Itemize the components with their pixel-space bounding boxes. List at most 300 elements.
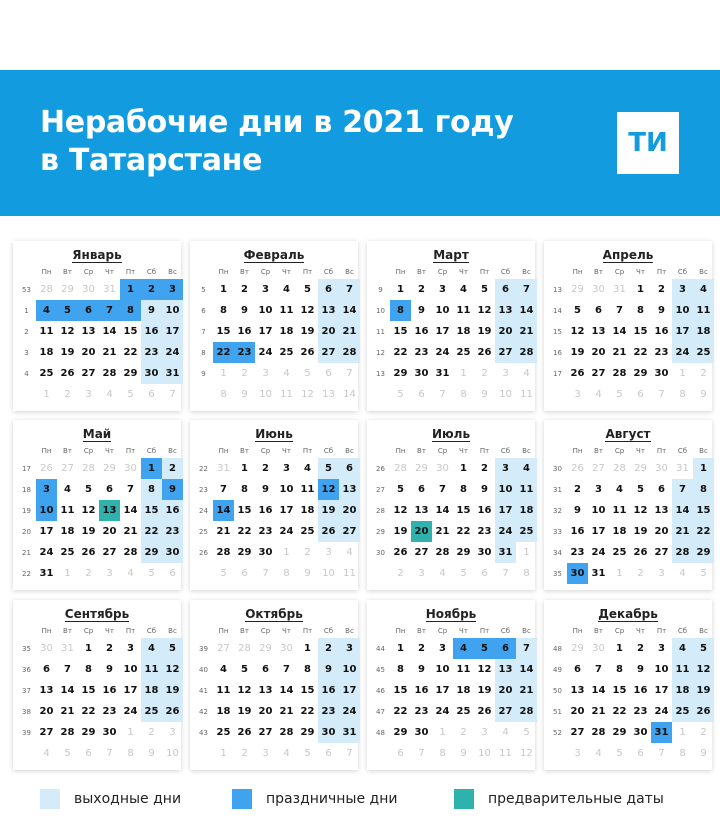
weekday-name: Вт [594,627,603,635]
week-number: 21 [22,548,31,557]
weekday-name: Чт [636,268,645,276]
day-cell: 9 [304,568,311,579]
day-cell: 21 [435,526,450,537]
week-number: 39 [199,644,208,653]
weekday-name: Чт [105,268,114,276]
day-cell: 24 [258,347,273,358]
week-number: 40 [199,665,208,674]
day-cell: 22 [213,342,234,363]
day-cell: 7 [106,748,113,759]
day-cell: 3 [481,727,488,738]
day-cell: 29 [141,542,162,563]
day-cell: 2 [304,547,311,558]
week-row [17,279,183,300]
week-row [371,300,537,321]
day-cell: 12 [693,659,714,680]
week-row [371,638,537,659]
week-number: 17 [22,464,31,473]
day-cell: 18 [39,347,54,358]
day-cell: 6 [262,664,269,675]
day-cell: 13 [591,326,606,337]
day-cell: 15 [216,326,231,337]
day-cell: 8 [85,664,92,675]
day-cell: 19 [60,347,75,358]
day-cell: 1 [304,643,311,654]
day-cell: 2 [162,458,183,479]
day-cell: 24 [435,347,450,358]
week-number: 17 [553,369,562,378]
day-cell: 11 [499,748,512,759]
day-cell: 24 [591,547,606,558]
week-row [194,701,360,722]
week-row [194,521,360,542]
day-cell: 27 [81,368,96,379]
weekday-header [17,444,183,458]
day-cell: 7 [127,484,134,495]
day-cell: 6 [169,568,176,579]
day-cell: 28 [613,463,626,474]
weekday-name: Чт [282,627,291,635]
day-cell: 23 [477,526,492,537]
day-cell: 1 [439,727,446,738]
day-cell: 15 [456,505,471,516]
week-number: 3 [24,348,29,357]
day-cell: 29 [634,463,647,474]
day-cell: 30 [654,368,669,379]
day-cell: 2 [241,368,248,379]
day-cell: 1 [141,458,162,479]
day-cell: 28 [40,284,53,295]
day-cell: 2 [418,643,425,654]
day-cell: 14 [516,659,537,680]
day-cell: 30 [592,284,605,295]
day-cell: 2 [85,568,92,579]
day-cell: 25 [612,547,627,558]
day-cell: 24 [435,706,450,717]
weekday-name: Вт [240,447,249,455]
weekday-name: Ср [260,627,271,635]
day-cell: 8 [241,484,248,495]
day-cell: 7 [220,484,227,495]
weekday-name: Ср [260,447,271,455]
day-cell: 15 [393,685,408,696]
day-cell: 18 [60,526,75,537]
day-cell: 29 [393,368,408,379]
week-row [371,701,537,722]
legend-item-preliminary [454,788,664,810]
day-cell: 13 [495,300,516,321]
month-name: Апрель [602,248,654,262]
day-cell: 31 [39,568,54,579]
day-cell: 26 [571,463,584,474]
day-cell: 1 [460,368,467,379]
week-number: 30 [553,464,562,473]
weekday-name: Пт [656,268,667,276]
day-cell: 3 [339,638,360,659]
week-row [17,542,183,563]
day-cell: 28 [279,727,294,738]
week-number: 41 [199,686,208,695]
week-row [371,743,537,764]
day-cell: 1 [616,568,623,579]
weekday-name: Сб [500,627,511,635]
day-cell: 2 [418,284,425,295]
day-cell: 2 [658,284,665,295]
weekday-name: Ср [83,447,94,455]
week-row [194,680,360,701]
day-cell: 23 [258,526,273,537]
week-number: 12 [376,348,385,357]
day-cell: 4 [595,748,602,759]
day-cell: 22 [123,347,138,358]
week-row [194,300,360,321]
day-cell: 30 [318,722,339,743]
day-cell: 9 [637,664,644,675]
day-cell: 6 [637,389,644,400]
day-cell: 1 [220,748,227,759]
day-cell: 30 [477,547,492,558]
day-cell: 31 [676,463,689,474]
day-cell: 4 [346,547,353,558]
day-cell: 11 [60,505,75,516]
day-cell: 28 [216,547,231,558]
day-cell: 7 [616,305,623,316]
day-cell: 31 [103,284,116,295]
day-cell: 11 [280,389,293,400]
day-cell: 3 [106,568,113,579]
day-cell: 5 [637,484,644,495]
day-cell: 10 [36,500,57,521]
day-cell: 12 [300,305,315,316]
month-days-grid [548,265,714,405]
day-cell: 8 [616,664,623,675]
weekday-name: Вс [522,268,531,276]
day-cell: 4 [141,638,162,659]
weekday-name: Чт [636,627,645,635]
day-cell: 11 [279,305,294,316]
weekday-name: Сб [146,268,157,276]
day-cell: 27 [318,342,339,363]
day-cell: 10 [258,305,273,316]
day-cell: 27 [414,547,429,558]
day-cell: 13 [81,326,96,337]
day-cell: 2 [318,638,339,659]
day-cell: 5 [397,389,404,400]
day-cell: 7 [439,389,446,400]
day-cell: 3 [325,547,332,558]
day-cell: 9 [318,659,339,680]
month-card [544,241,712,411]
month-title [13,427,181,441]
day-cell: 3 [85,389,92,400]
day-cell: 28 [435,547,450,558]
day-cell: 8 [283,568,290,579]
day-cell: 19 [570,347,585,358]
weekday-name: Вт [417,627,426,635]
week-row [371,479,537,500]
month-name: Май [82,427,112,441]
weekday-name: Пн [395,627,406,635]
day-cell: 29 [237,547,252,558]
day-cell: 6 [595,305,602,316]
month-title [190,427,358,441]
day-cell: 7 [262,568,269,579]
day-cell: 17 [39,526,54,537]
day-cell: 29 [415,463,428,474]
month-name: Июль [431,427,471,441]
day-cell: 22 [237,526,252,537]
day-cell: 10 [123,664,138,675]
day-cell: 13 [495,659,516,680]
weekday-name: Пт [302,447,313,455]
day-cell: 4 [616,484,623,495]
day-cell: 28 [672,542,693,563]
weekday-name: Вс [699,627,708,635]
weekday-name: Вт [594,268,603,276]
day-cell: 26 [237,727,252,738]
day-cell: 3 [262,284,269,295]
day-cell: 16 [102,685,117,696]
weekday-header [548,624,714,638]
day-cell: 3 [595,484,602,495]
week-number: 10 [376,306,385,315]
day-cell: 8 [460,389,467,400]
day-cell: 11 [141,659,162,680]
week-number: 15 [553,327,562,336]
day-cell: 26 [40,463,53,474]
day-cell: 16 [141,321,162,342]
day-cell: 11 [520,389,533,400]
day-cell: 13 [258,685,273,696]
day-cell: 17 [123,685,138,696]
week-row [371,500,537,521]
weekday-header [17,265,183,279]
weekday-name: Вт [240,627,249,635]
day-cell: 4 [672,638,693,659]
day-cell: 1 [679,727,686,738]
day-cell: 15 [141,500,162,521]
day-cell: 11 [672,659,693,680]
weekday-name: Пт [302,627,313,635]
day-cell: 27 [258,727,273,738]
weekday-name: Ср [437,447,448,455]
day-cell: 22 [141,521,162,542]
page-title: Нерабочие дни в 2021 году в Татарстане [40,105,514,178]
week-row [17,342,183,363]
week-number: 9 [378,285,383,294]
day-cell: 13 [318,300,339,321]
day-cell: 9 [481,484,488,495]
day-cell: 20 [81,347,96,358]
week-row [194,458,360,479]
day-cell: 10 [279,484,294,495]
week-row [371,458,537,479]
month-card [190,241,358,411]
day-cell: 15 [393,326,408,337]
weekday-name: Пт [479,447,490,455]
day-cell: 30 [436,463,449,474]
weekday-name: Пт [656,627,667,635]
day-cell: 4 [439,568,446,579]
day-cell: 8 [141,479,162,500]
day-cell: 9 [141,300,162,321]
day-cell: 1 [127,727,134,738]
day-cell: 27 [339,521,360,542]
day-cell: 10 [322,568,335,579]
week-number: 43 [199,728,208,737]
week-number: 51 [553,707,562,716]
day-cell: 2 [241,748,248,759]
ti-logo: ТИ [617,112,679,174]
week-number: 34 [553,548,562,557]
day-cell: 20 [318,321,339,342]
day-cell: 4 [460,284,467,295]
month-days-grid [17,265,183,405]
day-cell: 22 [456,526,471,537]
weekday-name: Ср [437,627,448,635]
month-card [544,600,712,770]
day-cell: 6 [148,389,155,400]
day-cell: 29 [571,284,584,295]
day-cell: 4 [127,568,134,579]
week-number: 1 [24,306,29,315]
day-cell: 8 [220,305,227,316]
day-cell: 12 [520,748,533,759]
month-card [367,420,535,590]
month-title [544,427,712,441]
day-cell: 23 [318,701,339,722]
day-cell: 25 [39,368,54,379]
day-cell: 1 [64,568,71,579]
day-cell: 24 [162,342,183,363]
weekday-name: Вс [168,447,177,455]
day-cell: 5 [304,368,311,379]
month-title [367,607,535,621]
day-cell: 22 [81,706,96,717]
week-number: 20 [22,527,31,536]
day-cell: 19 [477,685,492,696]
day-cell: 3 [439,284,446,295]
week-number: 52 [553,728,562,737]
day-cell: 6 [241,568,248,579]
day-cell: 15 [123,326,138,337]
day-cell: 25 [516,521,537,542]
day-cell: 30 [40,643,53,654]
day-cell: 19 [318,500,339,521]
day-cell: 3 [36,479,57,500]
day-cell: 14 [435,505,450,516]
day-cell: 24 [672,342,693,363]
weekday-name: Чт [459,447,468,455]
day-cell: 1 [460,463,467,474]
day-cell: 6 [318,279,339,300]
weekday-name: Ср [614,447,625,455]
day-cell: 7 [595,664,602,675]
day-cell: 29 [61,284,74,295]
day-cell: 9 [262,484,269,495]
weekday-header [371,265,537,279]
day-cell: 6 [418,389,425,400]
month-days-grid [371,624,537,764]
week-row [17,300,183,321]
day-cell: 27 [654,547,669,558]
day-cell: 18 [672,680,693,701]
day-cell: 5 [700,568,707,579]
weekday-name: Вс [168,627,177,635]
weekday-name: Пн [572,268,583,276]
day-cell: 26 [162,701,183,722]
day-cell: 1 [241,463,248,474]
day-cell: 17 [279,505,294,516]
month-name: Октябрь [245,607,303,621]
day-cell: 31 [61,643,74,654]
day-cell: 29 [103,463,116,474]
weekday-name: Сб [500,268,511,276]
day-cell: 29 [612,727,627,738]
week-number: 8 [201,348,206,357]
day-cell: 20 [495,321,516,342]
day-cell: 6 [637,748,644,759]
day-cell: 21 [123,526,138,537]
day-cell: 24 [123,706,138,717]
day-cell: 31 [591,568,606,579]
day-cell: 16 [414,685,429,696]
month-title [190,248,358,262]
week-row [371,563,537,584]
week-number: 48 [553,644,562,653]
day-cell: 27 [39,727,54,738]
month-name: Июнь [255,427,293,441]
day-cell: 1 [693,458,714,479]
day-cell: 23 [102,706,117,717]
legend-label: предварительные даты [488,791,664,807]
week-number: 33 [553,527,562,536]
day-cell: 22 [300,706,315,717]
day-cell: 3 [574,748,581,759]
day-cell: 30 [162,542,183,563]
day-cell: 3 [262,368,269,379]
day-cell: 18 [216,706,231,717]
day-cell: 4 [283,368,290,379]
month-title [367,427,535,441]
day-cell: 27 [61,463,74,474]
day-cell: 8 [679,748,686,759]
weekday-name: Вс [345,627,354,635]
weekday-name: Сб [146,627,157,635]
day-cell: 23 [570,547,585,558]
month-days-grid [194,265,360,405]
day-cell: 21 [591,706,606,717]
month-name: Ноябрь [425,607,477,621]
month-card [13,241,181,411]
week-row [17,384,183,405]
week-row [548,363,714,384]
legend-item-weekend [40,788,181,810]
day-cell: 27 [217,643,230,654]
weekday-name: Вс [168,268,177,276]
day-cell: 10 [259,389,272,400]
weekday-name: Пн [218,268,229,276]
week-number: 39 [22,728,31,737]
day-cell: 16 [570,526,585,537]
weekday-header [194,265,360,279]
day-cell: 27 [592,463,605,474]
legend-swatch-weekend [40,789,60,809]
day-cell: 29 [633,368,648,379]
day-cell: 4 [304,463,311,474]
day-cell: 15 [612,685,627,696]
day-cell: 6 [397,748,404,759]
